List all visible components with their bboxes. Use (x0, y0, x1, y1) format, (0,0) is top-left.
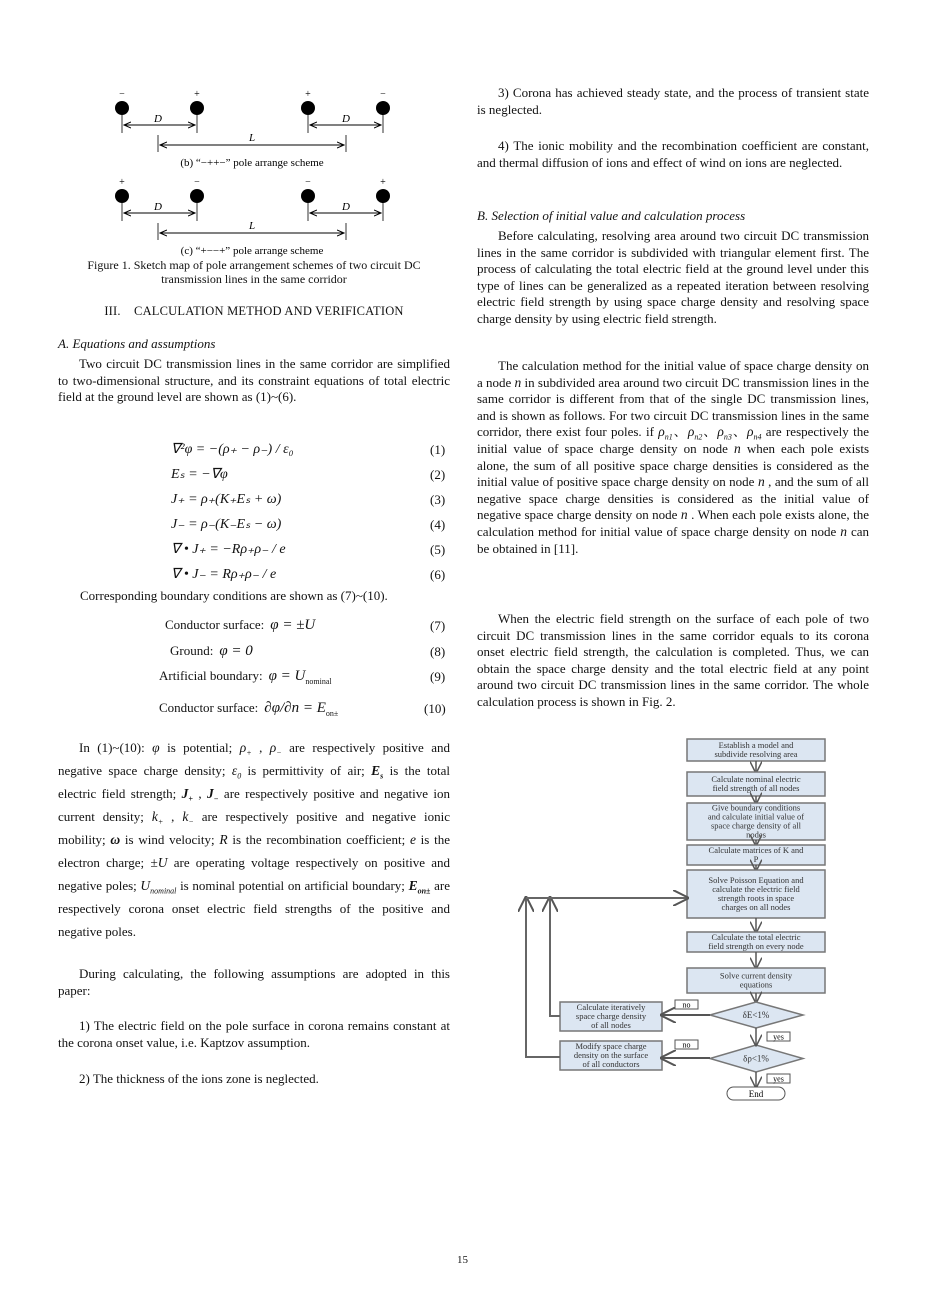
symbol: n (840, 523, 847, 539)
math-symbol (717, 424, 732, 443)
subscript: on± (417, 886, 431, 896)
flowchart-text: field strength of all nodes (712, 783, 800, 793)
boundary-expression: φ = U (268, 668, 306, 684)
section-heading (58, 304, 450, 319)
flowchart-text: density on the surface (573, 1050, 649, 1060)
symbol: ρ (269, 740, 277, 755)
math-symbol (150, 855, 167, 870)
symbol: n (680, 507, 688, 523)
math-symbol (151, 809, 164, 827)
symbol: ±U (150, 855, 168, 870)
math-symbol (681, 507, 688, 522)
decision-text: δρ<1% (743, 1053, 769, 1064)
flowchart-text: Calculate the total electric (711, 932, 801, 942)
text-segment: , (251, 740, 270, 755)
pole-conductor (376, 189, 390, 203)
symbol: ε (231, 763, 238, 778)
flowchart-text: strength roots in space (717, 893, 795, 903)
symbol: ρ (717, 424, 724, 440)
polarity-label: − (305, 177, 311, 188)
symbol: ρ (687, 424, 695, 440)
no-label: no (682, 1040, 691, 1050)
text-segment: 1) The electric field on the pole surface in corona remains constant at the corona onset value, i.e. Kaptzov assumption. (58, 1018, 450, 1050)
polarity-label: − (194, 177, 200, 188)
equation-number: (7) (430, 618, 446, 633)
text-segment: is nominal potential on artificial boundary; (176, 878, 409, 893)
pole-conductor (190, 189, 204, 203)
symbol: ω (110, 832, 121, 847)
boundary-expression: ∂φ/∂n = E (264, 700, 326, 716)
text-segment: Two circuit DC transmission lines in the same corridor are simplified to two-dimensional structure, and its constraint equations of total electric field at the ground level are shown as (1)~(6). (58, 356, 450, 405)
text-segment: is potential; (159, 740, 240, 755)
caption-line: transmission lines in the same corridor (161, 271, 347, 286)
flowchart-text: of all nodes (591, 1020, 631, 1030)
text-segment: is the electron charge; (58, 832, 450, 870)
yes-label: yes (773, 1032, 784, 1042)
equation-number: (2) (430, 467, 446, 482)
equation: ∇ • J₋ = Rρ₊ρ₋ / e (171, 567, 277, 582)
paragraph (58, 1018, 450, 1051)
flowchart-text: Modify space charge (575, 1041, 647, 1051)
loop-arrow-outer (526, 898, 560, 1057)
symbol: E (408, 878, 418, 893)
end-label: End (748, 1089, 764, 1099)
boundary-label: Conductor surface: (165, 617, 265, 632)
text-segment: When the electric field strength on the surface of each pole of two circuit DC transmission lines in the same corridor equals to its corona onset electric field strength, the calculation is completed. Thus, we can obtain the space charge density and the total electric field at any point around two circuit DC transmission lines in the same corridor. The whole calculation process is shown in Fig. 2. (477, 611, 869, 709)
paragraph (58, 736, 450, 943)
text-segment: 3) Corona has achieved steady state, and the process of transient state is neglected. (477, 85, 869, 117)
scheme-caption: (b) “−++−” pole arrange scheme (180, 157, 324, 169)
subscript: nominal (305, 676, 332, 686)
polarity-label: − (380, 89, 386, 100)
text-segment: are respectively positive and negative space charge density; (58, 740, 450, 778)
symbol: E (371, 763, 381, 778)
pole-conductor (115, 101, 129, 115)
flowchart-text: charges on all nodes (721, 902, 791, 912)
flowchart-text: Establish a model and (718, 740, 794, 750)
d-label: D (342, 113, 350, 125)
flowchart-text: Calculate matrices of K and (708, 845, 804, 855)
subscript: − (188, 817, 194, 827)
math-symbol (206, 786, 219, 804)
flowchart-text: Solve current density (719, 970, 793, 981)
math-symbol (182, 809, 194, 827)
text-segment: 、 (702, 424, 718, 440)
paragraph (58, 1071, 450, 1088)
flowchart-text: and calculate initial value of (707, 811, 805, 822)
boundary-expression: φ = 0 (219, 643, 253, 659)
equation-number: (3) (430, 492, 446, 507)
text-segment: is the recombination coefficient; (227, 832, 410, 847)
text-segment: is wind velocity; (120, 832, 220, 847)
page-number: 15 (457, 1254, 468, 1266)
subscript: s (380, 771, 384, 781)
flowchart-text: space charge density (575, 1011, 647, 1021)
equation-number: (4) (430, 517, 446, 532)
text-segment: , (163, 809, 183, 824)
boundary-condition (159, 668, 332, 685)
paragraph (58, 966, 450, 999)
d-label: D (342, 201, 350, 213)
text-segment: 、 (731, 424, 748, 440)
text-segment: In (1)~(10): (79, 740, 153, 755)
equation-number: (6) (430, 567, 446, 582)
figure-2-flowchart (510, 735, 840, 1105)
flowchart-text: Calculate nominal electric (711, 774, 801, 784)
text-segment: . When each pole exists alone, the calculation method for initial value of space charge density on node (477, 507, 869, 539)
paragraph (477, 228, 869, 328)
equation-number: (1) (430, 442, 446, 457)
text-segment: is the total electric field strength; (58, 763, 450, 801)
text-segment: are respectively corona onset electric field strengths of the positive and negative poles. (58, 878, 450, 939)
math-symbol (152, 740, 159, 755)
decision-text: δE<1% (742, 1010, 770, 1020)
symbol: ρ (658, 424, 665, 440)
paragraph (58, 356, 450, 406)
equation-number: (8) (430, 644, 446, 659)
boundary-label: Artificial boundary: (159, 668, 263, 683)
polarity-label: + (305, 89, 311, 100)
scheme-caption: (c) “+−−+” pole arrange scheme (180, 245, 324, 257)
pole-conductor (301, 101, 315, 115)
math-symbol (840, 524, 847, 539)
subscript: n4 (753, 433, 762, 443)
l-label: L (248, 132, 256, 144)
math-symbol (371, 763, 384, 781)
math-symbol (181, 786, 193, 804)
equation: J₋ = ρ₋(K₋Eₛ − ω) (171, 517, 282, 532)
symbol: e (409, 832, 416, 847)
symbol: n (757, 474, 765, 490)
symbol: k (182, 809, 189, 824)
subsection-b-heading: B. Selection of initial value and calculation process (477, 208, 746, 223)
polarity-label: − (119, 89, 125, 100)
flowchart-text: subdivide resolving area (714, 749, 798, 759)
flowchart-text: calculate the electric field (712, 884, 800, 894)
text-segment: can be obtained in [11]. (477, 523, 869, 556)
boundary-intro: Corresponding boundary conditions are shown as (7)~(10). (80, 588, 388, 603)
flowchart-text: Give boundary conditions (711, 802, 801, 813)
boundary-label: Ground: (170, 643, 214, 658)
d-label: D (154, 113, 162, 125)
math-symbol (687, 424, 703, 443)
math-symbol (747, 424, 762, 443)
symbol: U (140, 878, 151, 893)
paragraph (477, 85, 869, 118)
equation-number: (5) (430, 542, 446, 557)
math-symbol (219, 832, 227, 847)
symbol: ρ (747, 424, 754, 440)
math-symbol (239, 740, 252, 758)
subsection-a-heading: A. Equations and assumptions (58, 336, 216, 351)
flowchart-text: Solve Poisson Equation and (708, 875, 804, 885)
caption-line: Figure 1. Sketch map of pole arrangement schemes of two circuit DC (87, 258, 421, 272)
symbol: k (151, 809, 158, 824)
loop-arrow-inner (550, 898, 560, 1016)
d-label: D (154, 201, 162, 213)
section-title: CALCULATION METHOD AND VERIFICATION (134, 304, 404, 318)
text-segment: are respectively the initial value of space charge density on node (477, 424, 869, 456)
symbol: J (181, 786, 189, 801)
subscript: − (213, 794, 219, 804)
paragraph (477, 358, 869, 557)
flowchart-text: space charge density of all (710, 820, 802, 831)
subscript: + (157, 817, 164, 827)
text-segment: 4) The ionic mobility and the recombination coefficient are constant, and thermal diffusion of ions and effect of wind on ions are neglected. (477, 138, 869, 170)
polarity-label: + (119, 177, 125, 188)
boundary-expression: φ = ±U (270, 617, 316, 633)
text-segment: is permittivity of air; (241, 763, 372, 778)
text-segment: The calculation method for the initial value of space charge density on a node (477, 358, 869, 390)
flowchart-text: P (753, 854, 759, 864)
subscript: on± (325, 708, 339, 718)
text-segment: Before calculating, resolving area around two circuit DC transmission lines in the same corridor is subdivided with triangular element first. The process of calculating the total electric field at the ground level under this type of lines can be generalized as a repeated iteration between resolving electric field strength by using space charge density and resolving space charge density by using electric field strength. (477, 228, 869, 326)
text-segment: are respectively positive and negative ion current density; (58, 786, 450, 824)
subscript: − (276, 748, 282, 758)
text-segment: 2) The thickness of the ions zone is neglected. (79, 1071, 319, 1086)
subscript: n1 (664, 433, 673, 443)
section-number: III. (104, 304, 121, 318)
subscript: n3 (723, 433, 732, 443)
flowchart-text: nodes (746, 829, 766, 840)
math-symbol (658, 424, 673, 443)
figure-1-pole-schemes (80, 85, 440, 265)
symbol: n (514, 374, 522, 390)
flowchart-text: of all conductors (582, 1059, 640, 1069)
no-label: no (682, 1000, 691, 1010)
text-segment: , and the sum of all negative space charge densities is considered as the initial value of negative space charge density on node (477, 474, 869, 523)
paragraph (477, 138, 869, 171)
text-segment: , (192, 786, 207, 801)
text-segment: During calculating, the following assumptions are adopted in this paper: (58, 966, 450, 998)
math-symbol (140, 878, 177, 896)
polarity-label: + (194, 89, 200, 100)
math-symbol (110, 832, 120, 847)
symbol: J (206, 786, 214, 801)
boundary-condition (170, 643, 253, 660)
pole-conductor (190, 101, 204, 115)
pole-conductor (301, 189, 315, 203)
equation: ∇²φ = −(ρ₊ − ρ₋) / ε₀ (171, 442, 294, 457)
yes-label: yes (773, 1074, 784, 1084)
subscript: + (246, 748, 252, 758)
equation-number: (10) (424, 701, 446, 716)
flowchart-text: field strength on every node (708, 941, 804, 951)
symbol: ρ (239, 740, 247, 755)
flowchart-text: equations (739, 979, 773, 990)
symbol: n (734, 440, 741, 456)
paragraph (477, 611, 869, 711)
math-symbol (231, 763, 242, 781)
flowchart-text: Calculate iteratively (576, 1002, 646, 1012)
text-segment: 、 (672, 424, 688, 440)
math-symbol (734, 441, 741, 456)
figure-1-caption (58, 259, 450, 286)
boundary-condition (159, 700, 338, 717)
equation: ∇ • J₊ = −Rρ₊ρ₋ / e (171, 542, 286, 557)
pole-conductor (115, 189, 129, 203)
boundary-label: Conductor surface: (159, 700, 259, 715)
equation: J₊ = ρ₊(K₊Eₛ + ω) (171, 492, 282, 507)
text-segment: when each pole exists alone, the sum of all positive space charge densities is considered as the initial value of positive space charge density on node (477, 440, 870, 490)
symbol: φ (152, 740, 160, 755)
text-segment: in subdivided area around two circuit DC transmission lines in the same corridor is different from that of the single DC transmission lines, and is shown as follows. For two circuit DC transmission lines in the same corridor, there exist four poles. if (477, 374, 869, 440)
l-label: L (248, 220, 256, 232)
subscript: n2 (694, 433, 703, 443)
math-symbol (269, 740, 282, 758)
text-segment: are operating voltage respectively on positive and negative poles; (58, 855, 450, 893)
symbol: R (219, 832, 228, 847)
equation: Eₛ = −∇φ (171, 467, 228, 482)
subscript: nominal (150, 886, 177, 896)
subscript: + (188, 794, 193, 804)
boundary-condition (165, 617, 315, 634)
text-segment: are respectively positive and negative ionic mobility; (58, 809, 451, 847)
math-symbol (758, 474, 765, 489)
subscript: 0 (237, 771, 242, 781)
pole-conductor (376, 101, 390, 115)
equation-number: (9) (430, 669, 446, 684)
polarity-label: + (380, 177, 386, 188)
math-symbol (408, 878, 431, 896)
